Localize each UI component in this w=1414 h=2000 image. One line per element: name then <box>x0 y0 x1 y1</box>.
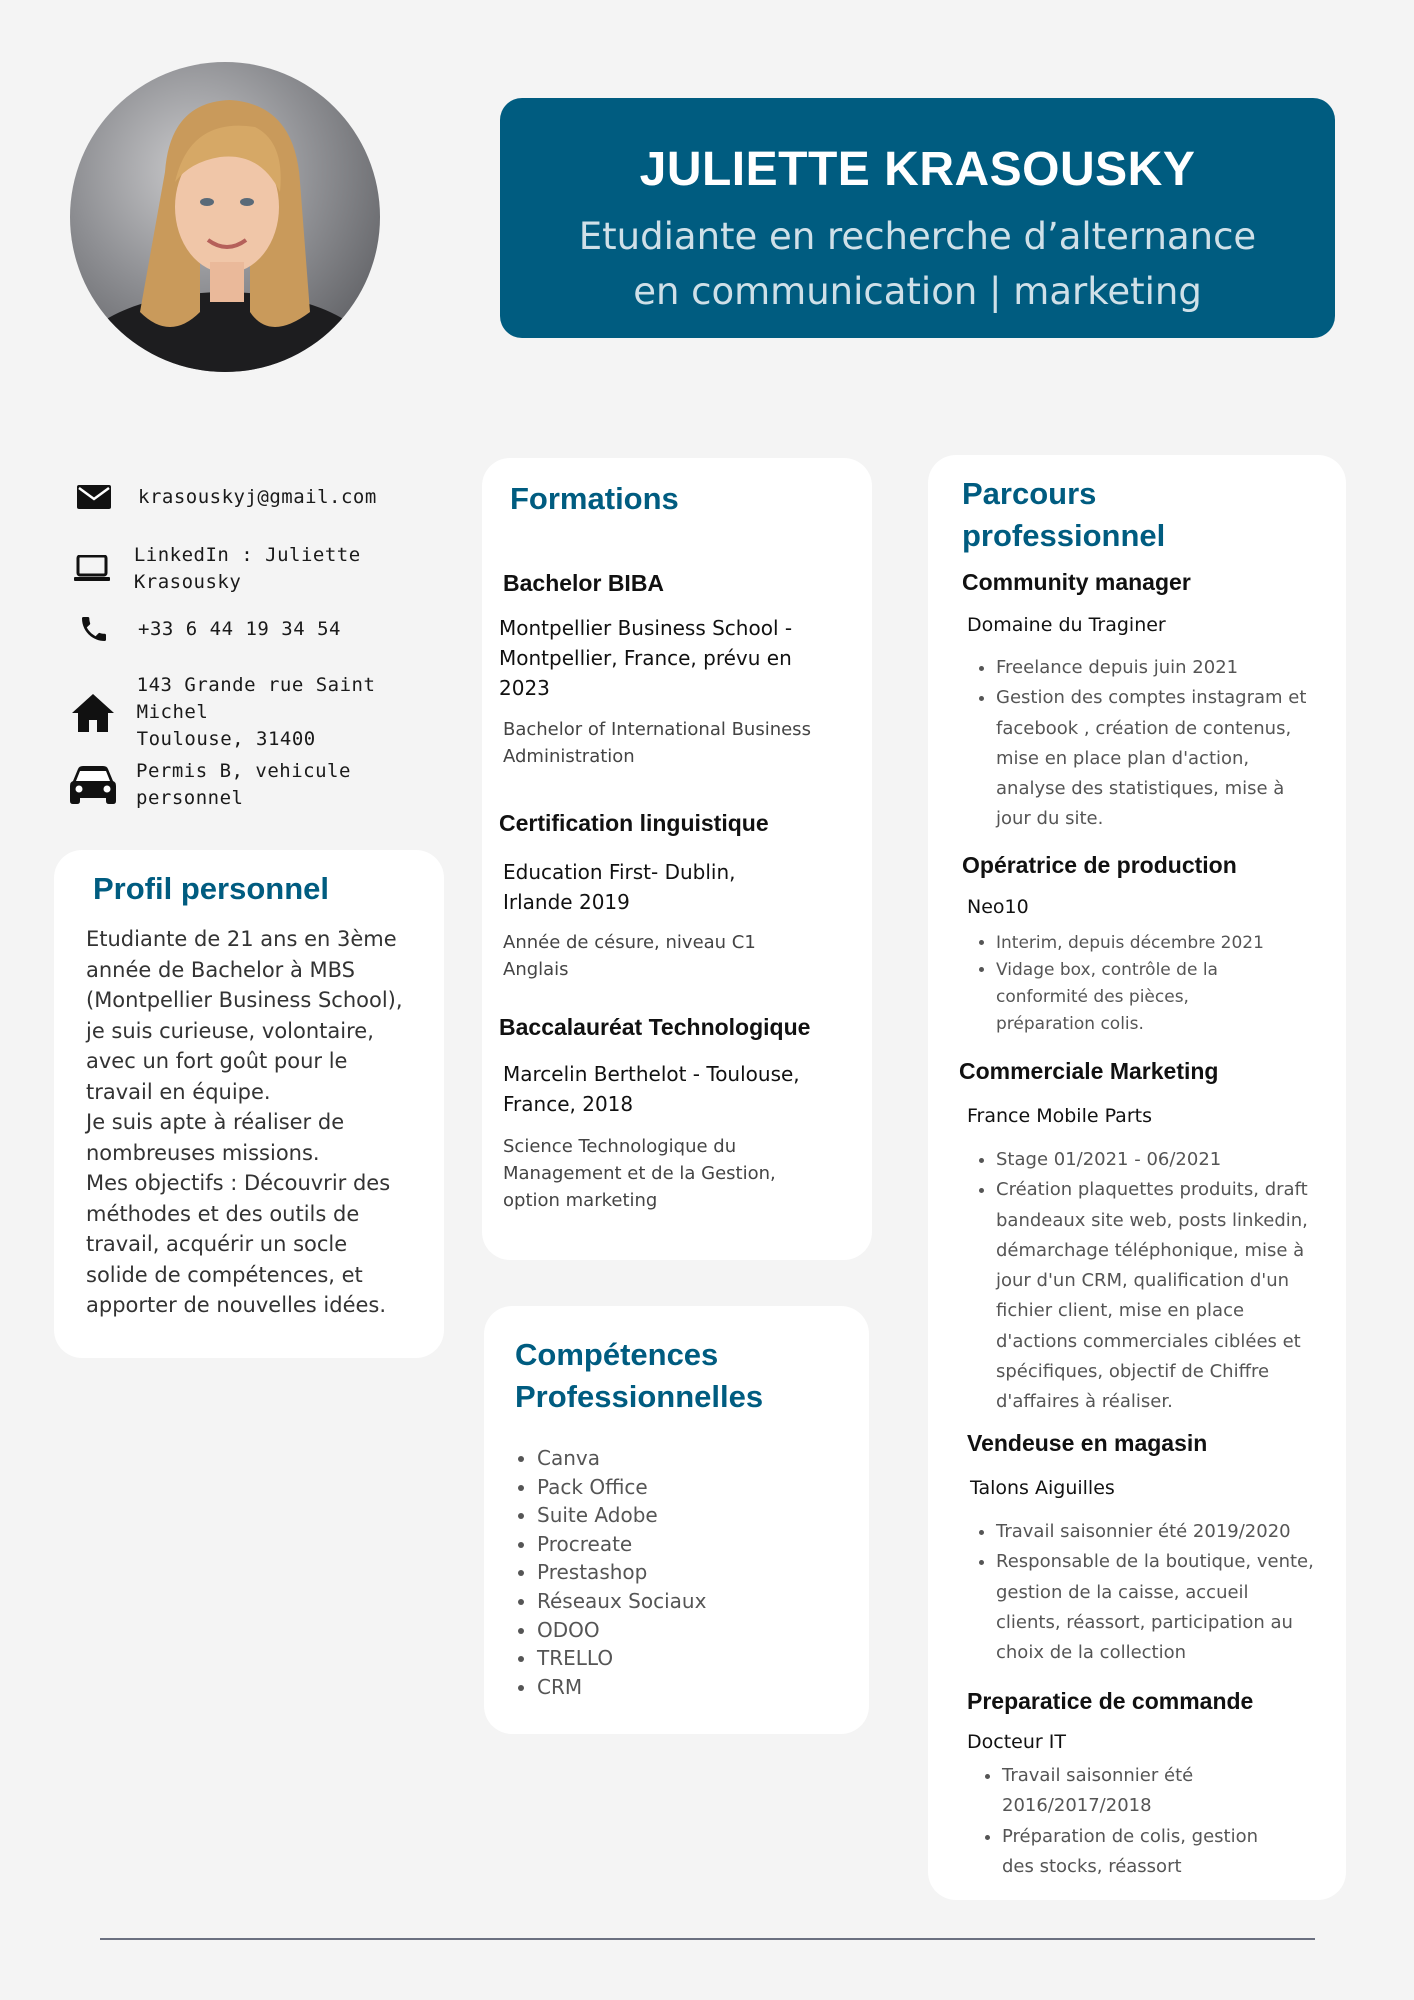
job-title: Preparatice de commande <box>967 1688 1254 1714</box>
subtitle-line: en communication | marketing <box>633 270 1202 313</box>
bullet-line: jour du site. <box>996 808 1104 830</box>
formation-desc <box>503 1133 776 1214</box>
contact-license <box>70 758 450 812</box>
competences-card <box>484 1306 869 1734</box>
profil-card <box>54 850 444 1358</box>
formation-label: Baccalauréat Technologique <box>499 1014 811 1040</box>
job-title: Community manager <box>962 569 1191 595</box>
header-banner <box>500 98 1335 338</box>
profil-line: (Montpellier Business School), <box>86 988 403 1012</box>
profil-line: année de Bachelor à MBS <box>86 957 356 982</box>
bullet-line: bandeaux site web, posts linkedin, <box>996 1209 1308 1231</box>
parcours-title-line: professionnel <box>962 518 1166 553</box>
bullet-line: Préparation de colis, gestion <box>1002 1825 1259 1847</box>
phone-icon <box>70 607 118 651</box>
portrait-illustration <box>70 62 380 372</box>
job-bullet <box>996 1175 1361 1417</box>
formations-title: Formations <box>510 481 679 516</box>
candidate-subtitle <box>500 209 1335 319</box>
bullet-line: Création plaquettes produits, draft <box>996 1179 1308 1201</box>
laptop-icon <box>70 547 114 591</box>
formation-org-line: 2023 <box>499 676 550 700</box>
job-bullets <box>968 1145 1361 1418</box>
profil-line: méthodes et des outils de <box>86 1201 360 1226</box>
job-bullets <box>968 1517 1361 1668</box>
bullet-line: préparation colis. <box>996 1014 1144 1034</box>
profil-line: avec un fort goût pour le <box>86 1049 348 1073</box>
job-company: Neo10 <box>967 896 1029 918</box>
bullet-line: Stage 01/2021 - 06/2021 <box>996 1149 1222 1170</box>
competence-item: • TRELLO <box>537 1644 706 1673</box>
bullet-line: Interim, depuis décembre 2021 <box>996 933 1264 953</box>
profil-title: Profil personnel <box>93 871 329 906</box>
car-icon <box>70 763 116 807</box>
job-bullets <box>968 930 1356 1038</box>
formation-desc <box>503 716 811 770</box>
contact-email[interactable] <box>70 475 450 519</box>
job-bullet <box>996 1547 1361 1668</box>
job-bullet <box>996 1145 1361 1175</box>
formation-desc-line: Management et de la Gestion, <box>503 1163 776 1184</box>
profil-line: Je suis apte à réaliser de <box>86 1110 345 1134</box>
formation-org <box>499 613 792 703</box>
formation-desc-line: option marketing <box>503 1190 658 1211</box>
job-bullet <box>996 683 1356 834</box>
envelope-icon <box>70 475 118 519</box>
job-bullet <box>996 957 1356 1038</box>
bullet-line: Travail saisonnier été 2019/2020 <box>996 1521 1291 1542</box>
parcours-title-line: Parcours <box>962 476 1097 511</box>
profil-line: apporter de nouvelles idées. <box>86 1293 387 1317</box>
job-company: Talons Aiguilles <box>970 1477 1115 1499</box>
competence-item: • Suite Adobe <box>537 1501 706 1530</box>
phone-text: +33 6 44 19 34 54 <box>138 617 341 640</box>
formation-org-line: Education First- Dublin, <box>503 860 736 884</box>
job-bullets <box>968 653 1356 835</box>
bullet-line: gestion de la caisse, accueil <box>996 1581 1249 1603</box>
formation-org <box>503 857 736 917</box>
bullet-line: clients, réassort, participation au <box>996 1611 1293 1633</box>
address-line: 143 Grande rue Saint Michel <box>136 674 376 723</box>
job-bullet <box>1002 1822 1342 1883</box>
formation-desc-line: Anglais <box>503 959 569 980</box>
formation-org-line: France, 2018 <box>503 1092 634 1116</box>
job-bullets <box>974 1761 1342 1882</box>
competences-title-line: Professionnelles <box>515 1379 764 1414</box>
bullet-line: Vidage box, contrôle de la <box>996 960 1218 980</box>
job-title: Opératrice de production <box>962 852 1237 878</box>
bullet-line: démarchage téléphonique, mise à <box>996 1239 1305 1261</box>
license-text: Permis B, vehicule personnel <box>136 760 351 809</box>
job-bullet <box>996 653 1356 683</box>
contact-address <box>70 672 450 753</box>
bullet-line: jour d'un CRM, qualification d'un <box>996 1270 1290 1292</box>
job-company: France Mobile Parts <box>967 1105 1152 1127</box>
bullet-line: des stocks, réassort <box>1002 1855 1182 1877</box>
competences-list <box>509 1444 706 1701</box>
competences-title-line: Compétences <box>515 1337 719 1372</box>
job-title: Commerciale Marketing <box>959 1058 1219 1084</box>
candidate-name: JULIETTE KRASOUSKY <box>639 143 1196 196</box>
bullet-line: d'actions commerciales ciblées et <box>996 1330 1301 1352</box>
job-company: Docteur IT <box>967 1731 1066 1753</box>
profile-photo <box>70 62 380 372</box>
formation-desc-line: Administration <box>503 746 635 767</box>
profil-line: je suis curieuse, volontaire, <box>86 1018 374 1043</box>
bullet-line: conformité des pièces, <box>996 987 1189 1007</box>
job-bullet <box>1002 1761 1342 1822</box>
formation-label: Certification linguistique <box>499 810 769 836</box>
bullet-line: facebook , création de contenus, <box>996 717 1292 739</box>
formation-org-line: Irlande 2019 <box>503 890 630 914</box>
job-bullet <box>996 930 1356 957</box>
bullet-line: choix de la collection <box>996 1642 1187 1664</box>
address-line: Toulouse, 31400 <box>136 728 316 750</box>
profil-line: Mes objectifs : Découvrir des <box>86 1171 391 1195</box>
formation-org <box>503 1059 800 1119</box>
profil-line: nombreuses missions. <box>86 1140 320 1165</box>
competences-title <box>515 1334 763 1418</box>
formation-org-line: Montpellier, France, prévu en <box>499 646 792 670</box>
contact-phone[interactable] <box>70 607 450 651</box>
parcours-title <box>962 473 1165 557</box>
formation-desc-line: Année de césure, niveau C1 <box>503 932 756 953</box>
profil-line: travail en équipe. <box>86 1079 271 1104</box>
competence-item: • ODOO <box>537 1616 706 1645</box>
formation-label: Bachelor BIBA <box>503 570 665 596</box>
bullet-line: spécifiques, objectif de Chiffre <box>996 1361 1270 1383</box>
email-text: krasouskyj@gmail.com <box>138 485 377 508</box>
subtitle-line: Etudiante en recherche d’alternance <box>578 215 1257 258</box>
bottom-divider <box>100 1938 1315 1940</box>
parcours-card <box>928 455 1346 1900</box>
bullet-line: mise en place plan d'action, <box>996 747 1250 769</box>
bullet-line: fichier client, mise en place <box>996 1300 1245 1322</box>
formation-org-line: Montpellier Business School - <box>499 616 793 640</box>
formation-org-line: Marcelin Berthelot - Toulouse, <box>503 1062 800 1086</box>
home-icon <box>70 691 117 735</box>
bullet-line: Gestion des comptes instagram et <box>996 687 1307 709</box>
bullet-line: Travail saisonnier été <box>1002 1765 1194 1786</box>
profil-line: Etudiante de 21 ans en 3ème <box>86 927 397 951</box>
formation-desc <box>503 929 756 983</box>
contact-linkedin[interactable] <box>70 542 450 596</box>
formations-card <box>482 458 872 1260</box>
bullet-line: 2016/2017/2018 <box>1002 1795 1152 1817</box>
competence-item: • Procreate <box>537 1530 706 1559</box>
job-bullet <box>996 1517 1361 1547</box>
job-title: Vendeuse en magasin <box>967 1430 1208 1456</box>
competence-item: • Réseaux Sociaux <box>537 1587 706 1616</box>
bullet-line: d'affaires à réaliser. <box>996 1391 1173 1413</box>
competence-item: • Prestashop <box>537 1558 706 1587</box>
competence-item: • Pack Office <box>537 1473 706 1502</box>
job-company: Domaine du Traginer <box>967 614 1166 636</box>
competence-item: • CRM <box>537 1673 706 1702</box>
formation-desc-line: Science Technologique du <box>503 1136 737 1157</box>
linkedin-text: LinkedIn : Juliette Krasousky <box>133 544 361 593</box>
competence-item: • Canva <box>537 1444 706 1473</box>
profil-line: travail, acquérir un socle <box>86 1232 348 1256</box>
address-text <box>137 672 450 753</box>
formation-desc-line: Bachelor of International Business <box>503 719 811 740</box>
profil-line: solide de compétences, et <box>86 1262 363 1287</box>
bullet-line: Responsable de la boutique, vente, <box>996 1551 1314 1573</box>
bullet-line: Freelance depuis juin 2021 <box>996 657 1239 678</box>
profil-text <box>86 924 436 1321</box>
bullet-line: analyse des statistiques, mise à <box>996 778 1285 800</box>
